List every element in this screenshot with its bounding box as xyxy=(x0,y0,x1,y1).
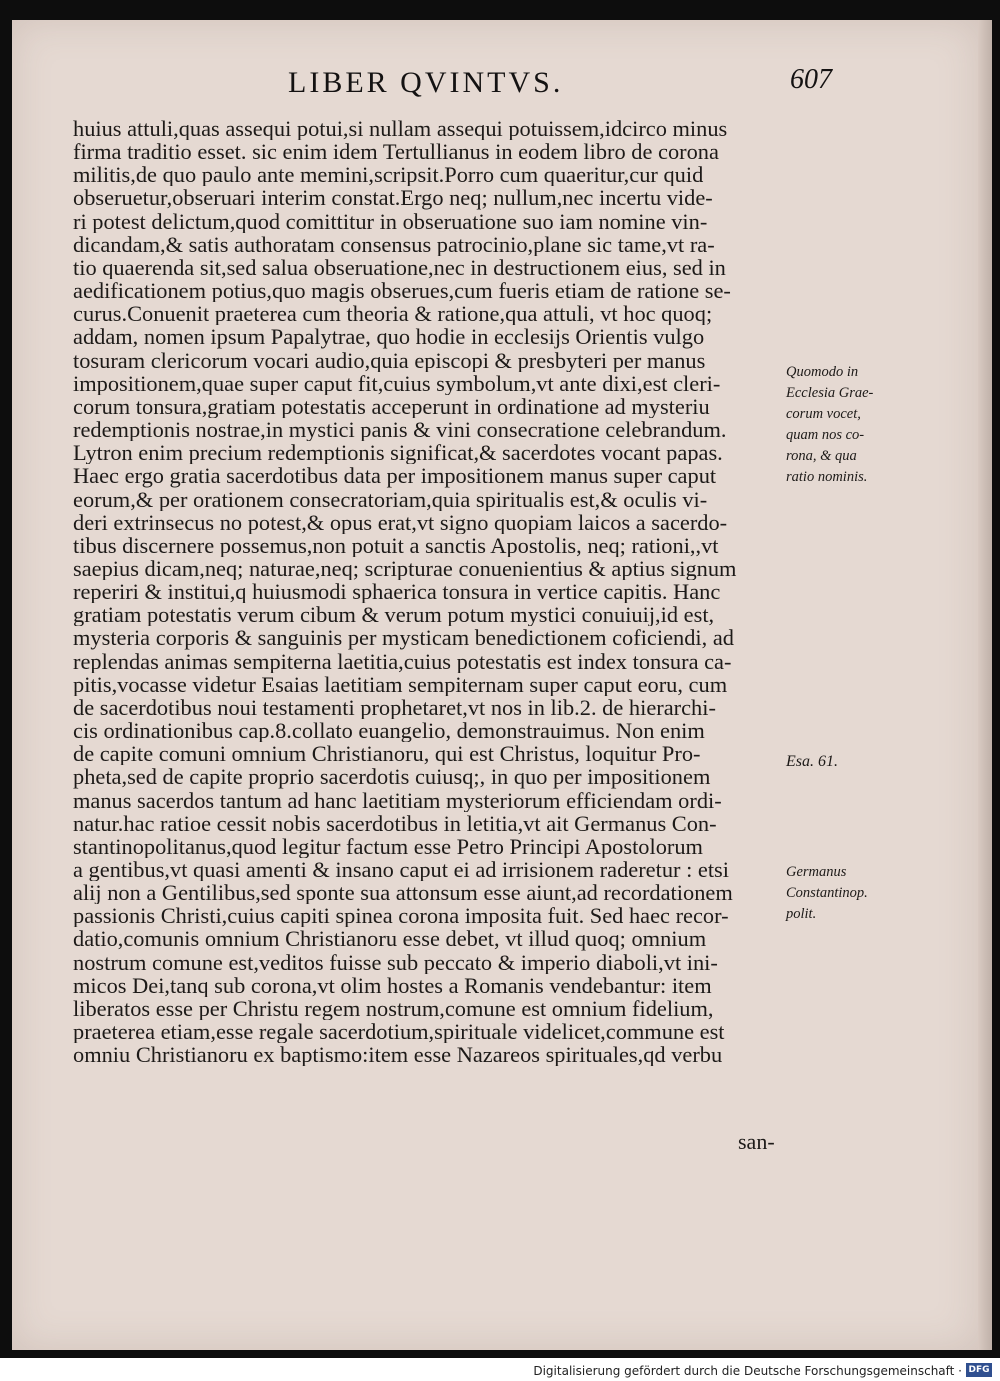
margin-note-esaias xyxy=(786,751,838,772)
text-line: passionis Christi,cuius capiti spinea corona imposita fuit. Sed haec recor- xyxy=(73,904,729,928)
text-line: de capite comuni omnium Christianoru, qui est Christus, loquitur Pro- xyxy=(73,742,701,766)
text-line: quam nos co- xyxy=(786,427,865,443)
text-line: deri extrinsecus no potest,& opus erat,vt signo quopiam laicos a sacerdo- xyxy=(73,510,728,534)
text-line: dicandam,& satis authoratam consensus patrocinio,plane sic tame,vt ra- xyxy=(73,232,715,256)
text-line: redemptionis nostrae,in mystici panis & vini consecratione celebrandum. xyxy=(73,418,727,442)
text-line: obseruetur,obseruari interim constat.Ergo neq; nullum,nec incertu vide- xyxy=(73,186,713,210)
text-line: mysteria corporis & sanguinis per mysticam benedictionem coficiendi, ad xyxy=(73,626,734,650)
text-line: tosuram clericorum vocari audio,quia episcopi & presbyteri per manus xyxy=(73,348,706,372)
text-line: Germanus xyxy=(786,864,847,880)
text-line: corum tonsura,gratiam potestatis acceperunt in ordinatione ad mysteriu xyxy=(73,394,710,419)
text-line: manus sacerdos tantum ad hanc laetitiam mysteriorum efficiendam ordi- xyxy=(73,788,722,812)
text-line: replendas animas sempiterna laetitia,cuius potestatis est index tonsura ca- xyxy=(73,649,732,673)
text-line: micos Dei,tanq sub corona,vt olim hostes a Romanis vendebantur: item xyxy=(73,973,712,997)
text-line: aedificationem potius,quo magis obserues,cum fueris etiam de ratione se- xyxy=(73,279,731,303)
text-line: praeterea etiam,esse regale sacerdotium,spirituale videlicet,commune est xyxy=(73,1020,725,1044)
text-line: impositionem,quae super caput fit,cuius symbolum,vt ante dixi,est cleri- xyxy=(73,371,721,395)
text-line: reperiri & institui,q huiusmodi sphaerica tonsura in vertice capitis. Hanc xyxy=(73,580,721,604)
margin-note-quomodo xyxy=(786,362,873,488)
text-line: ratio nominis. xyxy=(786,469,868,485)
text-line: cis ordinationibus cap.8.collato euangelio, demonstrauimus. Non enim xyxy=(73,719,705,743)
text-line: omniu Christianoru ex baptismo:item esse Nazareos spirituales,qd verbu xyxy=(73,1043,723,1067)
text-line: Quomodo in xyxy=(786,364,859,380)
text-line: curus.Conuenit praeterea cum theoria & ratione,qua attuli, vt hoc quoq; xyxy=(73,302,713,326)
text-line: eorum,& per orationem consecratoriam,quia spiritualis est,& oculis vi- xyxy=(73,487,708,511)
text-line: ri potest delictum,quod comittitur in obseruatione suo iam nomine vin- xyxy=(73,209,708,233)
text-line: tibus discernere possemus,non potuit a sanctis Apostolis, neq; rationi,,vt xyxy=(73,533,719,557)
text-line: liberatos esse per Christu regem nostrum,comune est omnium fidelium, xyxy=(73,996,714,1021)
text-line: de sacerdotibus noui testamenti prophetaret,vt nos in lib.2. de hierarchi- xyxy=(73,695,716,720)
page-number: 607 xyxy=(790,64,832,95)
text-line: saepius dicam,neq; naturae,neq; scripturae conuenientius & aptius signum xyxy=(73,556,737,581)
text-line: pitis,vocasse videtur Esaias laetitiam sempiternam super caput eoru, cum xyxy=(73,672,728,696)
text-line: corum vocet, xyxy=(786,406,861,422)
text-line: firma traditio esset. sic enim idem Tertullianus in eodem libro de corona xyxy=(73,140,719,164)
text-line: gratiam potestatis verum cibum & verum potum mystici conuiuij,id est, xyxy=(73,603,715,627)
text-line: tio quaerenda sit,sed salua obseruatione,nec in destructionem eius, sed in xyxy=(73,255,726,280)
text-line: a gentibus,vt quasi amenti & insano caput ei ad irrisionem raderetur : etsi xyxy=(73,858,729,882)
main-text-block xyxy=(73,117,783,1066)
catchword: san- xyxy=(738,1129,775,1154)
text-line: huius attuli,quas assequi potui,si nullam assequi potuissem,idcirco minus xyxy=(73,117,728,141)
text-line: nostrum comune est,veditos fuisse sub peccato & imperio diaboli,vt ini- xyxy=(73,950,718,974)
dfg-logo: DFG xyxy=(966,1363,992,1377)
text-line: natur.hac ratioe cessit nobis sacerdotibus in letitia,vt ait Germanus Con- xyxy=(73,811,717,835)
running-title: LIBER QVINTVS. xyxy=(288,66,564,99)
text-line: alij non a Gentilibus,sed sponte sua attonsum esse aiunt,ad recordationem xyxy=(73,881,733,905)
text-line: addam, nomen ipsum Papalytrae, quo hodie in ecclesijs Orientis vulgo xyxy=(73,325,705,349)
page-edge xyxy=(978,20,992,1350)
text-line: stantinopolitanus,quod legitur factum esse Petro Principi Apostolorum xyxy=(73,834,703,858)
margin-note-germanus xyxy=(786,862,868,925)
text-line: Haec ergo gratia sacerdotibus data per impositionem manus super caput xyxy=(73,464,717,488)
text-line: Constantinop. xyxy=(786,885,868,901)
text-line: Esa. 61. xyxy=(786,753,838,770)
text-line: polit. xyxy=(786,906,817,922)
text-line: militis,de quo paulo ante memini,scripsit.Porro cum quaeritur,cur quid xyxy=(73,163,704,187)
text-line: pheta,sed de capite proprio sacerdotis cuiusq;, in quo per impositionem xyxy=(73,765,711,789)
text-line: rona, & qua xyxy=(786,448,857,464)
text-line: Lytron enim precium redemptionis significat,& sacerdotes vocant papas. xyxy=(73,441,723,465)
text-line: Ecclesia Grae- xyxy=(786,385,874,401)
text-line: datio,comunis omnium Christianoru esse debet, vt illud quoq; omnium xyxy=(73,927,707,951)
digitization-credit: Digitalisierung gefördert durch die Deutsche Forschungsgemeinschaft · xyxy=(533,1364,962,1378)
